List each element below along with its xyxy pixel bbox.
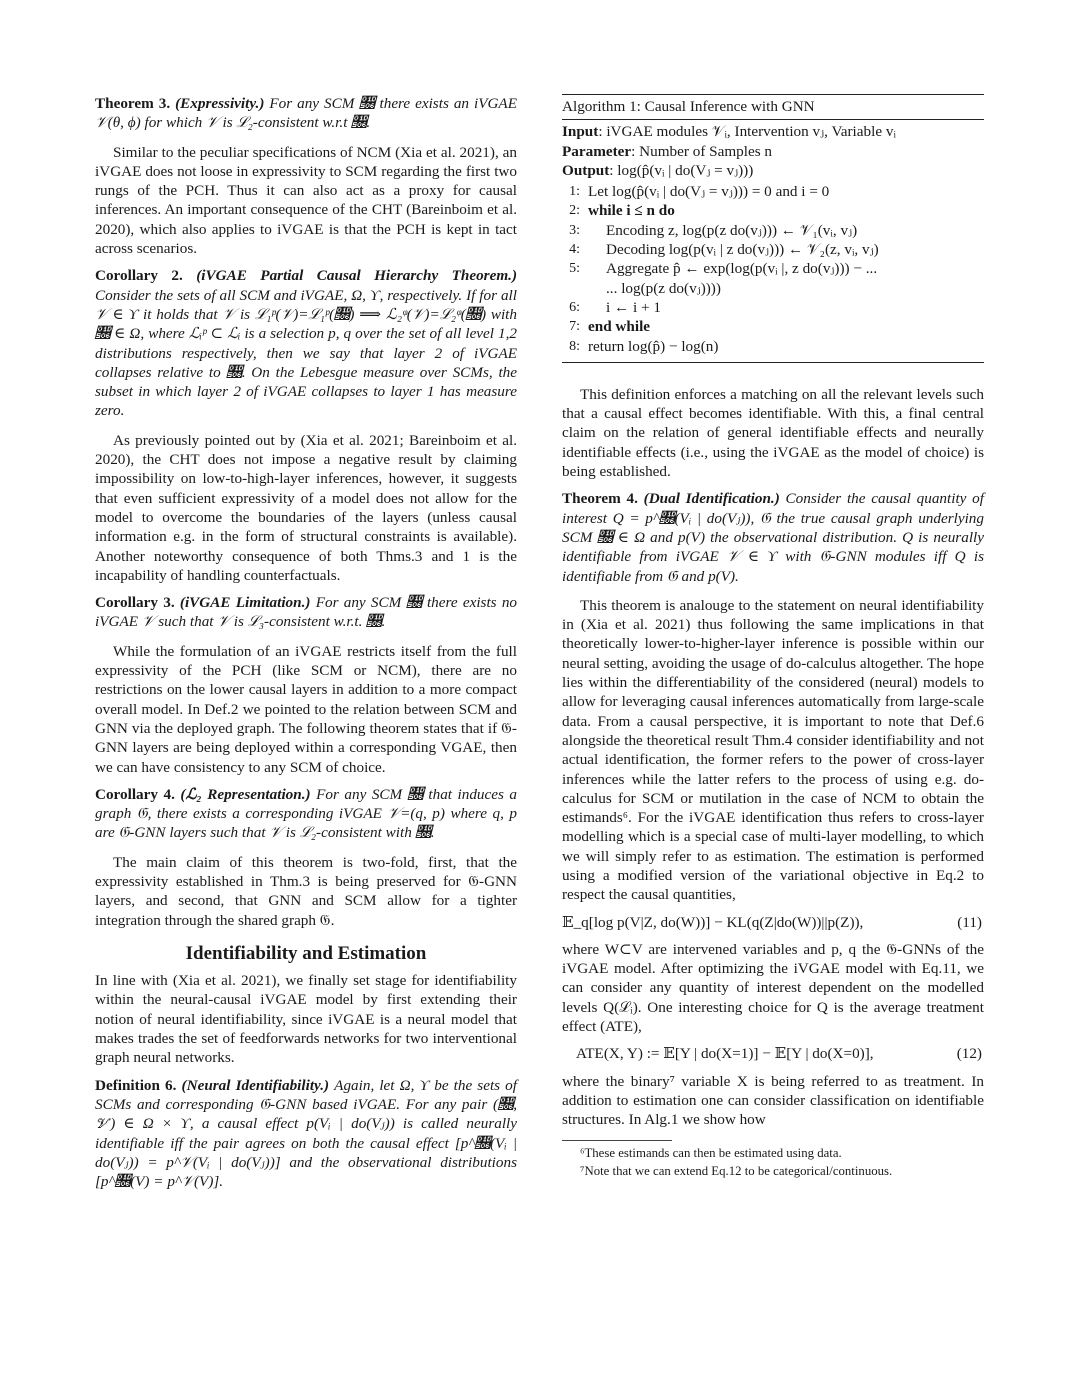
algorithm-line <box>562 259 984 278</box>
paragraph: This definition enforces a matching on all the relevant levels such that a causal effect becomes identifiable. With this, a final central claim on the relation of general identifiable effects and neurally identifiable effects (i.e., using the iVGAE as the model of choice) is being established. <box>562 385 984 481</box>
paragraph: As previously pointed out by (Xia et al. 2021; Bareinboim et al. 2020), the CHT does not impose a negative result by claiming impossibility on low-to-high-layer inferences, however, it suggests that even sufficient expressivity of a model does not allow for the model to overcome the boundaries of the layers (unless causal information e.g. in the form of structural constraints is available). Another noteworthy consequence of both Thms.3 and 1 is the incapability of handling counterfactuals. <box>95 431 517 584</box>
parameter-label: Parameter <box>562 142 632 160</box>
theorem-body: For any SCM 𝔆 there exists an iVGAE 𝒱(θ, ϕ) for which 𝒱 is ℒ₂-consistent w.r.t 𝔆. <box>95 95 517 132</box>
line-text: i ← i + 1 <box>606 298 661 316</box>
theorem-4 <box>562 489 984 585</box>
line-text: Encoding z, log(p(z do(vⱼ))) ← 𝒱₁(vᵢ, vⱼ) <box>606 221 858 239</box>
theorem-3 <box>95 94 517 133</box>
algorithm-line <box>562 221 984 240</box>
corollary-name: (ℒ₂ Representation.) <box>180 785 311 803</box>
corollary-4 <box>95 785 517 843</box>
algorithm-line <box>562 279 984 298</box>
paragraph: The main claim of this theorem is two-fold, first, that the expressivity established in Thm.3 is being preserved for 𝔊-GNN layers, and second, that GNN and SCM allow for a tighter integration through the shared graph 𝔊. <box>95 853 517 929</box>
corollary-body: For any SCM 𝔆 there exists no iVGAE 𝒱 such that 𝒱 is ℒ₃-consistent w.r.t. 𝔆. <box>95 594 518 631</box>
footnote-rule <box>562 1140 672 1141</box>
line-number: 2: <box>569 203 580 219</box>
theorem-name: (Expressivity.) <box>175 95 265 112</box>
output-text: : log(p̂(vᵢ | do(Vⱼ = vⱼ))) <box>609 161 754 179</box>
output-label: Output <box>562 161 610 179</box>
algorithm-line <box>562 201 984 220</box>
definition-label: Definition 6. <box>95 1076 177 1094</box>
algorithm-line <box>562 182 984 201</box>
equation-number: (12) <box>956 1045 982 1063</box>
line-number: 5: <box>569 261 580 277</box>
line-text: end while <box>588 318 651 336</box>
line-number: 6: <box>569 299 580 315</box>
paragraph: where the binary⁷ variable X is being referred to as treatment. In addition to estimation one can consider classification on identifiable structures. In Alg.1 we show how <box>562 1072 984 1129</box>
corollary-name: (iVGAE Limitation.) <box>179 594 311 612</box>
line-text: while i ≤ n do <box>588 202 675 220</box>
input-label: Input <box>562 123 599 141</box>
parameter-text: : Number of Samples n <box>631 142 773 160</box>
definition-body: Again, let Ω, ϒ be the sets of SCMs and corresponding 𝔊-GNN based iVGAE. For any pair (𝔆, 𝒱) ∈ Ω × ϒ, a causal effect p(Vᵢ | do(Vⱼ)) is called neurally identifiable iff the pair agrees on both the causal effect [p^𝔆(Vᵢ | do(Vⱼ)) = p^𝒱(Vᵢ | do(Vⱼ))] and the observational distributions [p^𝔆(V) = p^𝒱(V)]. <box>95 1076 517 1191</box>
algorithm-1 <box>562 94 984 363</box>
paragraph: In line with (Xia et al. 2021), we finally set stage for identifiability within the neural-causal iVGAE model by first extending their notion of neural identifiability, since iVGAE is a neural model that makes trades the set of feedforwards networks for two interventional graph neural networks. <box>95 972 517 1067</box>
corollary-name: (iVGAE Partial Causal Hierarchy Theorem.) <box>196 267 518 285</box>
paragraph: where W⊂V are intervened variables and p, q the 𝔊-GNNs of the iVGAE model. After optimizing the iVGAE model with Eq.11, we can consider any quantity of interest dependent on the modelled levels Q(ℒᵢ). One interesting choice for Q is the average treatment effect (ATE), <box>562 940 984 1036</box>
right-column <box>562 94 984 1181</box>
theorem-body: Consider the causal quantity of interest Q = p^𝔆(Vᵢ | do(Vⱼ)), 𝔊 the true causal graph underlying SCM 𝔆 ∈ Ω and p(V) the observational distribution. Q is neurally identifiable from iVGAE 𝒱 ∈ ϒ with 𝔊-GNN modules iff Q is identifiable from 𝔊 and p(V). <box>562 490 984 585</box>
line-text: Decoding log(p(vᵢ | z do(vⱼ))) ← 𝒱₂(z, vᵢ, vⱼ) <box>606 241 879 259</box>
input-text: : iVGAE modules 𝒱ᵢ, Intervention vⱼ, Variable vᵢ <box>598 123 896 141</box>
footnote-7: ⁷Note that we can extend Eq.12 to be categorical/continuous. <box>580 1163 893 1178</box>
algorithm-line <box>562 337 984 356</box>
corollary-label: Corollary 4. <box>95 785 175 803</box>
equation-body: 𝔼_q[log p(V|Z, do(W))] − KL(q(Z|do(W))||p(Z)), <box>562 913 864 931</box>
corollary-3 <box>95 593 517 632</box>
section-title: Identifiability and Estimation <box>185 942 427 964</box>
paragraph: This theorem is analouge to the statement on neural identifiability in (Xia et al. 2021) thus following the same implications in that theoretically lower-to-higher-layer inference is possible within our neural setting, avoiding the usage of do-calculus altogether. The hope lies within the differentiability of the considered (neural) models to allow for leveraging causal inferences automatically from large-scale data. From a causal perspective, it is important to note that Def.6 alongside the theoretical result Thm.4 consider identifiability and not actual identification, the former refers to the power of cross-layer inferences while the latter refers to the process of using e.g. do-calculus for SCM or mutilation in the case of NCM to obtain the estimands⁶. For the iVGAE identification thus refers to cross-layer modelling which is a special case of multi-layer modelling, to which we will simply refer to as estimation. The estimation is performed using a modified version of the variational objective in Eq.2 to respect the causal quantities, <box>562 596 984 904</box>
algorithm-line <box>562 298 984 317</box>
algorithm-parameter <box>562 142 984 161</box>
corollary-2 <box>95 266 517 420</box>
line-number: 7: <box>569 319 580 335</box>
corollary-label: Corollary 2. <box>95 267 183 285</box>
theorem-label: Theorem 4. <box>562 490 638 508</box>
line-text: ... log(p(z do(vⱼ)))) <box>606 279 721 297</box>
left-column <box>95 94 517 1201</box>
corollary-body: For any SCM 𝔆 that induces a graph 𝔊, there exists a corresponding iVGAE 𝒱=(q, p) where q, p are 𝔊-GNN layers such that 𝒱 is ℒ₂-consistent with 𝔆. <box>95 785 518 842</box>
equation-12 <box>562 1044 984 1063</box>
paragraph: While the formulation of an iVGAE restricts itself from the full expressivity of the PCH (like SCM or NCM), there are no restrictions on the lower causal layers in addition to a more compact overall model. In Def.2 we pointed to the relation between SCM and GNN via the deployed graph. The following theorem states that if 𝔊-GNN layers are being deployed within a corresponding VGAE, then we can have consistency to any SCM of choice. <box>95 642 517 776</box>
definition-6 <box>95 1076 517 1192</box>
corollary-label: Corollary 3. <box>95 594 175 612</box>
line-number: 3: <box>569 222 580 238</box>
line-number: 1: <box>569 184 580 200</box>
line-number <box>562 279 580 298</box>
corollary-body: Consider the sets of all SCM and iVGAE, Ω, ϒ, respectively. If for all 𝒱 ∈ ϒ it holds that 𝒱 is ℒ₁ᵖ(𝒱)=ℒ₁ᵖ(𝔆) ⟹ ℒ₂ᵠ(𝒱)=ℒ₂ᵠ(𝔆) with 𝔆 ∈ Ω, where ℒᵢᵖ ⊂ ℒᵢ is a selection p, q over the set of all level 1,2 distributions respectively, then we say that layer 2 of iVGAE collapses relative to 𝔆. On the Lebesgue measure over SCMs, the subset in which layer 2 of iVGAE collapses to layer 1 has measure zero. <box>95 286 517 420</box>
paragraph: Similar to the peculiar specifications of NCM (Xia et al. 2021), an iVGAE does not loose in expressivity to SCM regarding the first two rungs of the PCH. Thus it can also act as a proxy for causal inferences. An important consequence of the CHT (Bareinboim et al. 2020), which also applies to iVGAE is that the PCH is kept in tact across scenarios. <box>95 143 517 258</box>
algorithm-line <box>562 317 984 336</box>
algorithm-output <box>562 161 984 180</box>
theorem-name: (Dual Identification.) <box>643 490 780 508</box>
equation-11 <box>562 913 984 932</box>
line-text: return log(p̂) − log(n) <box>588 337 719 355</box>
line-text: Aggregate p̂ ← exp(log(p(vᵢ |, z do(vⱼ))) − ... <box>606 260 878 278</box>
algorithm-input <box>562 122 984 141</box>
line-text: Let log(p̂(vᵢ | do(Vⱼ = vⱼ))) = 0 and i = 0 <box>588 183 830 201</box>
line-number: 8: <box>569 338 580 354</box>
definition-name: (Neural Identifiability.) <box>181 1076 330 1094</box>
theorem-label: Theorem 3. <box>95 95 171 112</box>
line-number: 4: <box>569 242 580 258</box>
equation-number: (11) <box>957 913 982 931</box>
footnote-6: ⁶These estimands can then be estimated using data. <box>580 1145 842 1160</box>
algorithm-line <box>562 240 984 259</box>
equation-body: ATE(X, Y) := 𝔼[Y | do(X=1)] − 𝔼[Y | do(X=0)], <box>576 1045 874 1063</box>
algorithm-title: Algorithm 1: Causal Inference with GNN <box>562 95 984 120</box>
